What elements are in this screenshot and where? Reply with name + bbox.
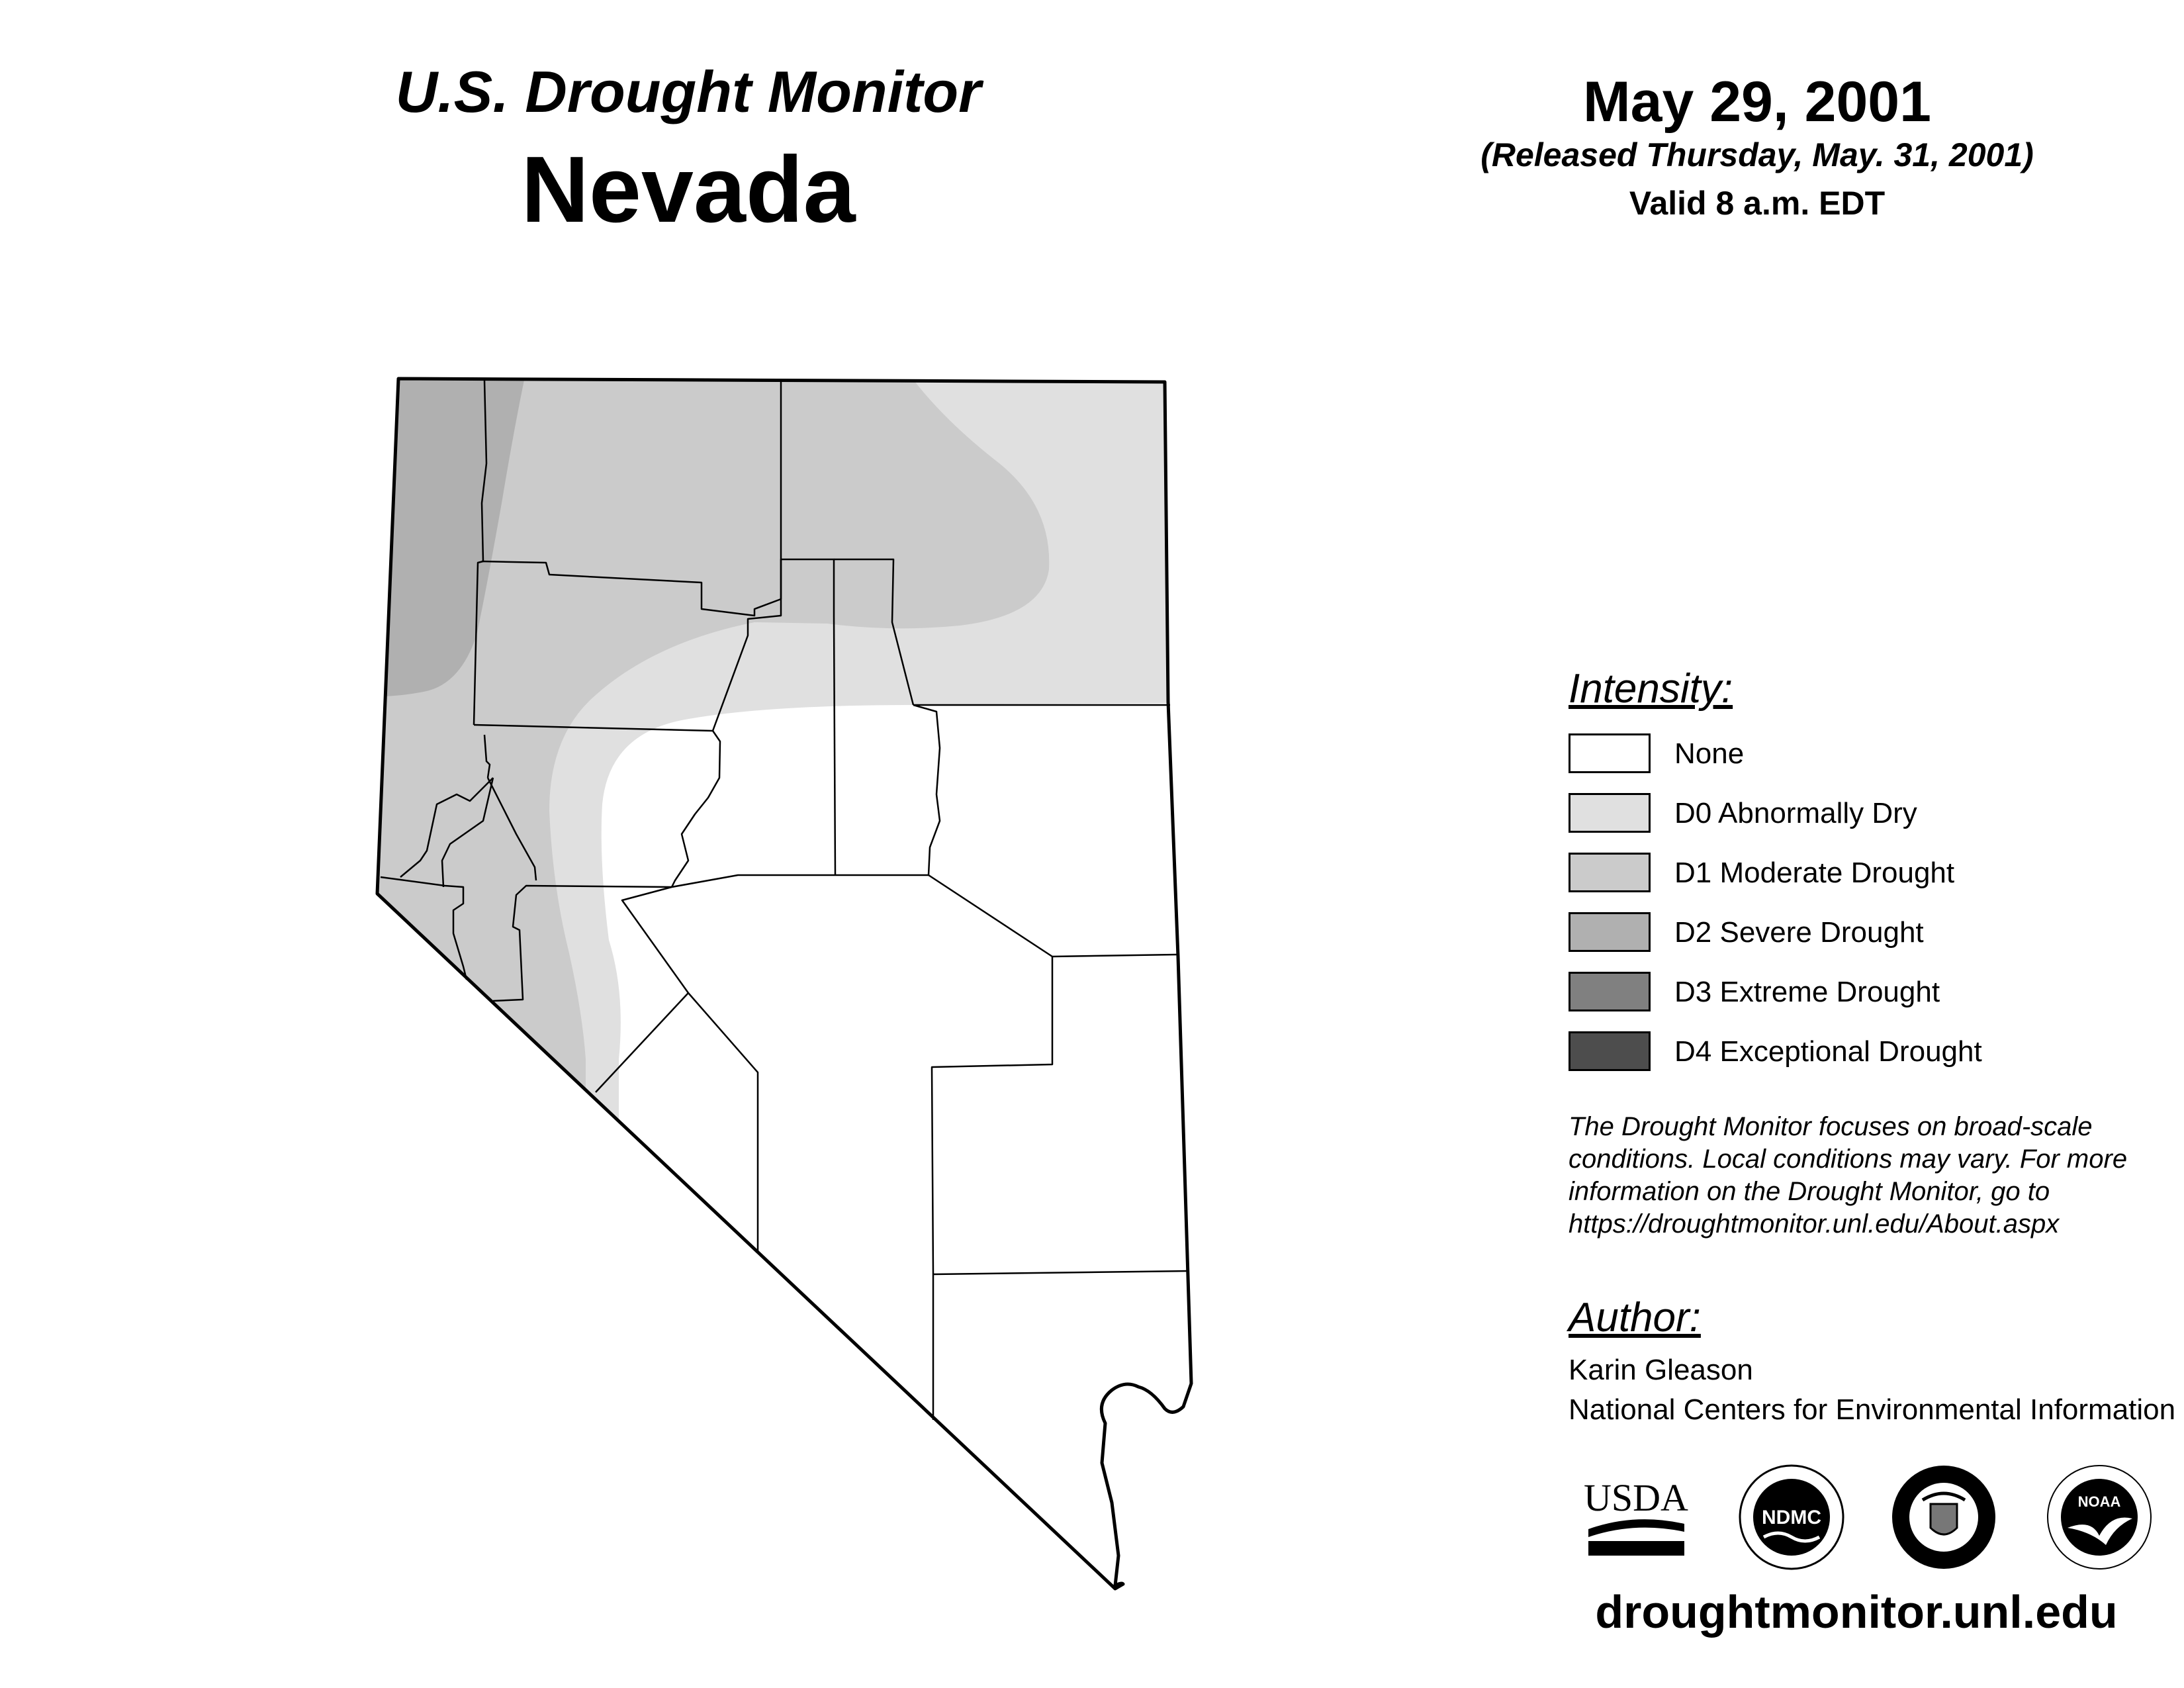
map-date: May 29, 2001 — [1583, 70, 1931, 134]
legend-heading: Intensity: — [1569, 666, 1733, 712]
legend-item-d0 — [1569, 793, 2164, 835]
legend-label-none: None — [1674, 737, 1745, 770]
drought-areas — [371, 371, 1178, 1125]
legend-swatch-d4 — [1569, 1031, 1651, 1071]
legend-swatch-d0 — [1569, 793, 1651, 833]
usda-logo — [1582, 1463, 1691, 1572]
disclaimer-line: The Drought Monitor focuses on broad-scale — [1569, 1112, 2093, 1141]
disclaimer-url: https://droughtmonitor.unl.edu/About.aspx — [1569, 1209, 2060, 1239]
legend-swatch-d2 — [1569, 912, 1651, 952]
author-heading: Author: — [1569, 1295, 1701, 1340]
author-organization: National Centers for Environmental Information — [1569, 1393, 2176, 1426]
legend-label-d4: D4 Exceptional Drought — [1674, 1035, 1982, 1068]
website-url[interactable]: droughtmonitor.unl.edu — [1595, 1586, 2118, 1638]
ndmc-logo — [1737, 1463, 1846, 1572]
author-name: Karin Gleason — [1569, 1354, 1753, 1386]
ndmc-logo-text: NDMC — [1762, 1507, 1821, 1528]
disclaimer-text — [1569, 1111, 2164, 1241]
valid-time: Valid 8 a.m. EDT — [1629, 185, 1886, 222]
release-note: (Released Thursday, May. 31, 2001) — [1480, 136, 2034, 173]
disclaimer-line: conditions. Local conditions may vary. For more — [1569, 1145, 2128, 1174]
state-name: Nevada — [521, 137, 856, 242]
legend-item-d1 — [1569, 853, 2164, 895]
legend-item-d3 — [1569, 972, 2164, 1014]
legend-label-d2: D2 Severe Drought — [1674, 916, 1924, 949]
legend-item-d2 — [1569, 912, 2164, 955]
legend-item-d4 — [1569, 1031, 2164, 1074]
noaa-logo — [2045, 1463, 2154, 1572]
product-title: U.S. Drought Monitor — [395, 59, 981, 124]
commerce-seal-logo — [1889, 1463, 1999, 1572]
usda-logo-text: USDA — [1584, 1476, 1688, 1519]
legend-item-none — [1569, 733, 2164, 776]
legend-swatch-none — [1569, 733, 1651, 773]
noaa-logo-text: NOAA — [2077, 1493, 2121, 1510]
legend-swatch-d3 — [1569, 972, 1651, 1011]
legend-swatch-d1 — [1569, 853, 1651, 892]
legend-label-d1: D1 Moderate Drought — [1674, 857, 1955, 889]
disclaimer-line: information on the Drought Monitor, go to — [1569, 1177, 2050, 1206]
legend-label-d0: D0 Abnormally Dry — [1674, 797, 1917, 829]
legend-label-d3: D3 Extreme Drought — [1674, 976, 1940, 1008]
